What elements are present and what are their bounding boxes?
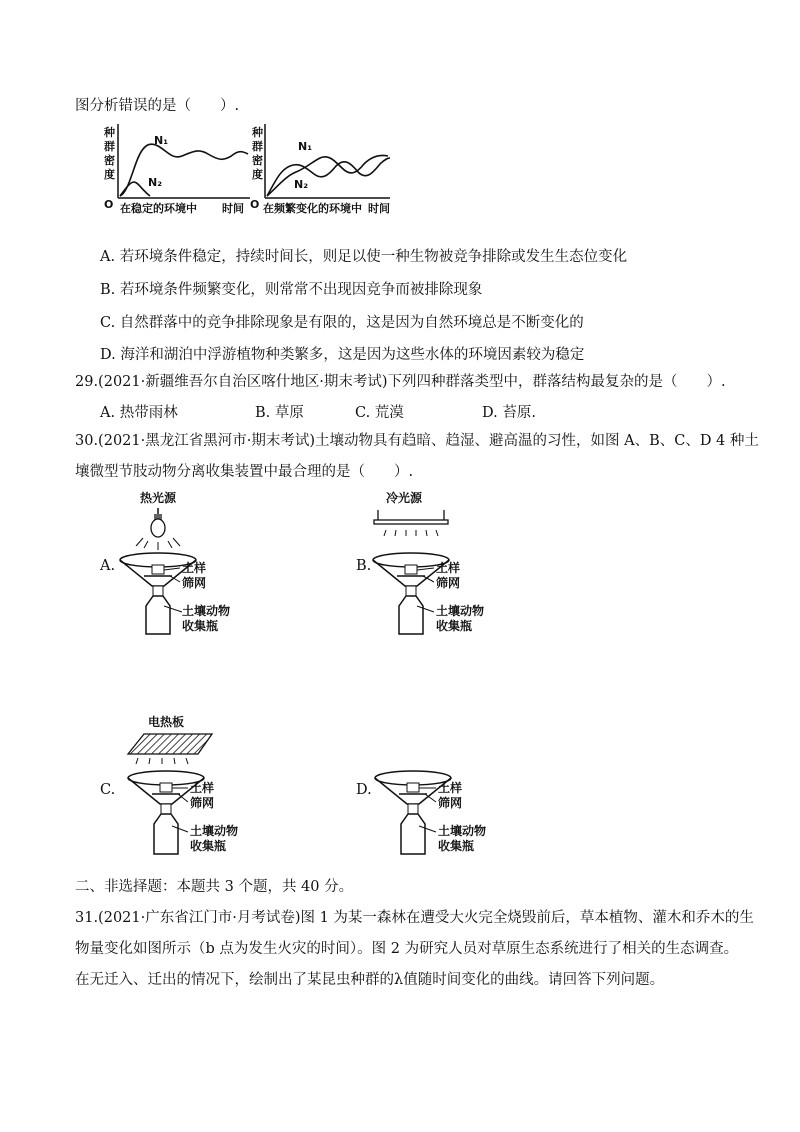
svg-text:密: 密 (104, 154, 115, 167)
q31-line3: 在无迁入、迁出的情况下，绘制出了某昆虫种群的λ值随时间变化的曲线。请回答下列问题。 (75, 972, 665, 988)
q30-device-b (366, 488, 566, 638)
q30-device-a (98, 488, 298, 638)
q29-option-a: A. 热带雨林 (100, 405, 178, 421)
svg-text:在稳定的环境中: 在稳定的环境中 (120, 202, 197, 215)
svg-text:度: 度 (104, 168, 115, 181)
q31-line2: 物量变化如图所示（b 点为发生火灾的时间）。图 2 为研究人员对草原生态系统进行了相关的生态调查。 (75, 941, 739, 957)
svg-text:O: O (104, 198, 114, 211)
svg-text:筛网: 筛网 (182, 576, 207, 590)
svg-text:土样: 土样 (438, 781, 463, 795)
q29-stem: 29.(2021·新疆维吾尔自治区喀什地区·期末考试)下列四种群落类型中，群落结构最复杂的是（ ）. (75, 374, 726, 390)
q30-label-a: A. (100, 558, 116, 574)
svg-text:电热板: 电热板 (148, 715, 185, 729)
svg-text:N₁: N₁ (154, 134, 169, 147)
svg-text:种: 种 (104, 126, 115, 139)
q28-right-graph (250, 124, 390, 215)
svg-text:土壤动物: 土壤动物 (436, 604, 485, 618)
q29-option-d: D. 苔原. (482, 405, 536, 421)
hot-light-bulb-icon (136, 508, 180, 550)
svg-text:N₂: N₂ (294, 178, 309, 191)
svg-text:土壤动物: 土壤动物 (182, 604, 231, 618)
svg-text:土样: 土样 (436, 561, 461, 575)
svg-text:收集瓶: 收集瓶 (436, 619, 473, 633)
cold-light-lamp-icon (374, 510, 448, 536)
svg-text:O: O (250, 198, 260, 211)
svg-text:收集瓶: 收集瓶 (438, 839, 475, 853)
svg-text:冷光源: 冷光源 (386, 491, 423, 505)
q30-label-d: D. (356, 782, 372, 798)
q28-stem-tail: 图分析错误的是（ ）. (75, 98, 240, 114)
q30-label-c: C. (100, 782, 116, 798)
svg-text:土样: 土样 (182, 561, 207, 575)
svg-text:在频繁变化的环境中: 在频繁变化的环境中 (263, 202, 362, 215)
svg-text:土样: 土样 (190, 781, 215, 795)
svg-text:群: 群 (252, 140, 263, 153)
svg-text:度: 度 (252, 168, 263, 181)
q28-left-graph (103, 124, 250, 215)
q30-label-b: B. (356, 558, 372, 574)
q29-option-c: C. 荒漠 (355, 405, 404, 421)
svg-text:筛网: 筛网 (438, 796, 463, 810)
svg-text:收集瓶: 收集瓶 (182, 619, 219, 633)
q30-device-c (108, 712, 308, 862)
svg-text:土壤动物: 土壤动物 (438, 824, 487, 838)
q28-option-b: B. 若环境条件频繁变化，则常常不出现因竞争而被排除现象 (100, 282, 483, 298)
q28-option-d: D. 海洋和湖泊中浮游植物种类繁多，这是因为这些水体的环境因素较为稳定 (100, 347, 585, 363)
svg-text:筛网: 筛网 (436, 576, 461, 590)
q29-option-b: B. 草原 (255, 405, 304, 421)
q28-option-c: C. 自然群落中的竞争排除现象是有限的，这是因为自然环境总是不断变化的 (100, 315, 584, 331)
svg-text:筛网: 筛网 (190, 796, 215, 810)
q31-line1: 31.(2021·广东省江门市·月考试卷)图 1 为某一森林在遭受大火完全烧毁前后，草本植物、灌木和乔木的生 (75, 910, 754, 926)
svg-text:时间: 时间 (368, 202, 390, 215)
svg-text:N₂: N₂ (148, 176, 163, 189)
svg-text:N₁: N₁ (298, 140, 313, 153)
svg-text:密: 密 (252, 154, 263, 167)
q28-figure (100, 122, 430, 232)
q30-device-d (368, 740, 568, 860)
svg-text:热光源: 热光源 (140, 491, 177, 505)
svg-text:土壤动物: 土壤动物 (190, 824, 239, 838)
q30-stem-line1: 30.(2021·黑龙江省黑河市·期末考试)土壤动物具有趋暗、趋湿、避高温的习性，如图 A、B、C、D 4 种土 (75, 433, 759, 449)
section-heading: 二、非选择题：本题共 3 个题，共 40 分。 (75, 879, 354, 895)
svg-text:收集瓶: 收集瓶 (190, 839, 227, 853)
q28-option-a: A. 若环境条件稳定，持续时间长，则足以使一种生物被竞争排除或发生生态位变化 (100, 249, 628, 265)
q30-stem-line2: 壤微型节肢动物分离收集装置中最合理的是（ ）. (75, 464, 414, 480)
svg-text:群: 群 (104, 140, 115, 153)
svg-text:种: 种 (252, 126, 263, 139)
svg-text:时间: 时间 (222, 202, 244, 215)
electric-hot-plate-icon (128, 734, 212, 754)
